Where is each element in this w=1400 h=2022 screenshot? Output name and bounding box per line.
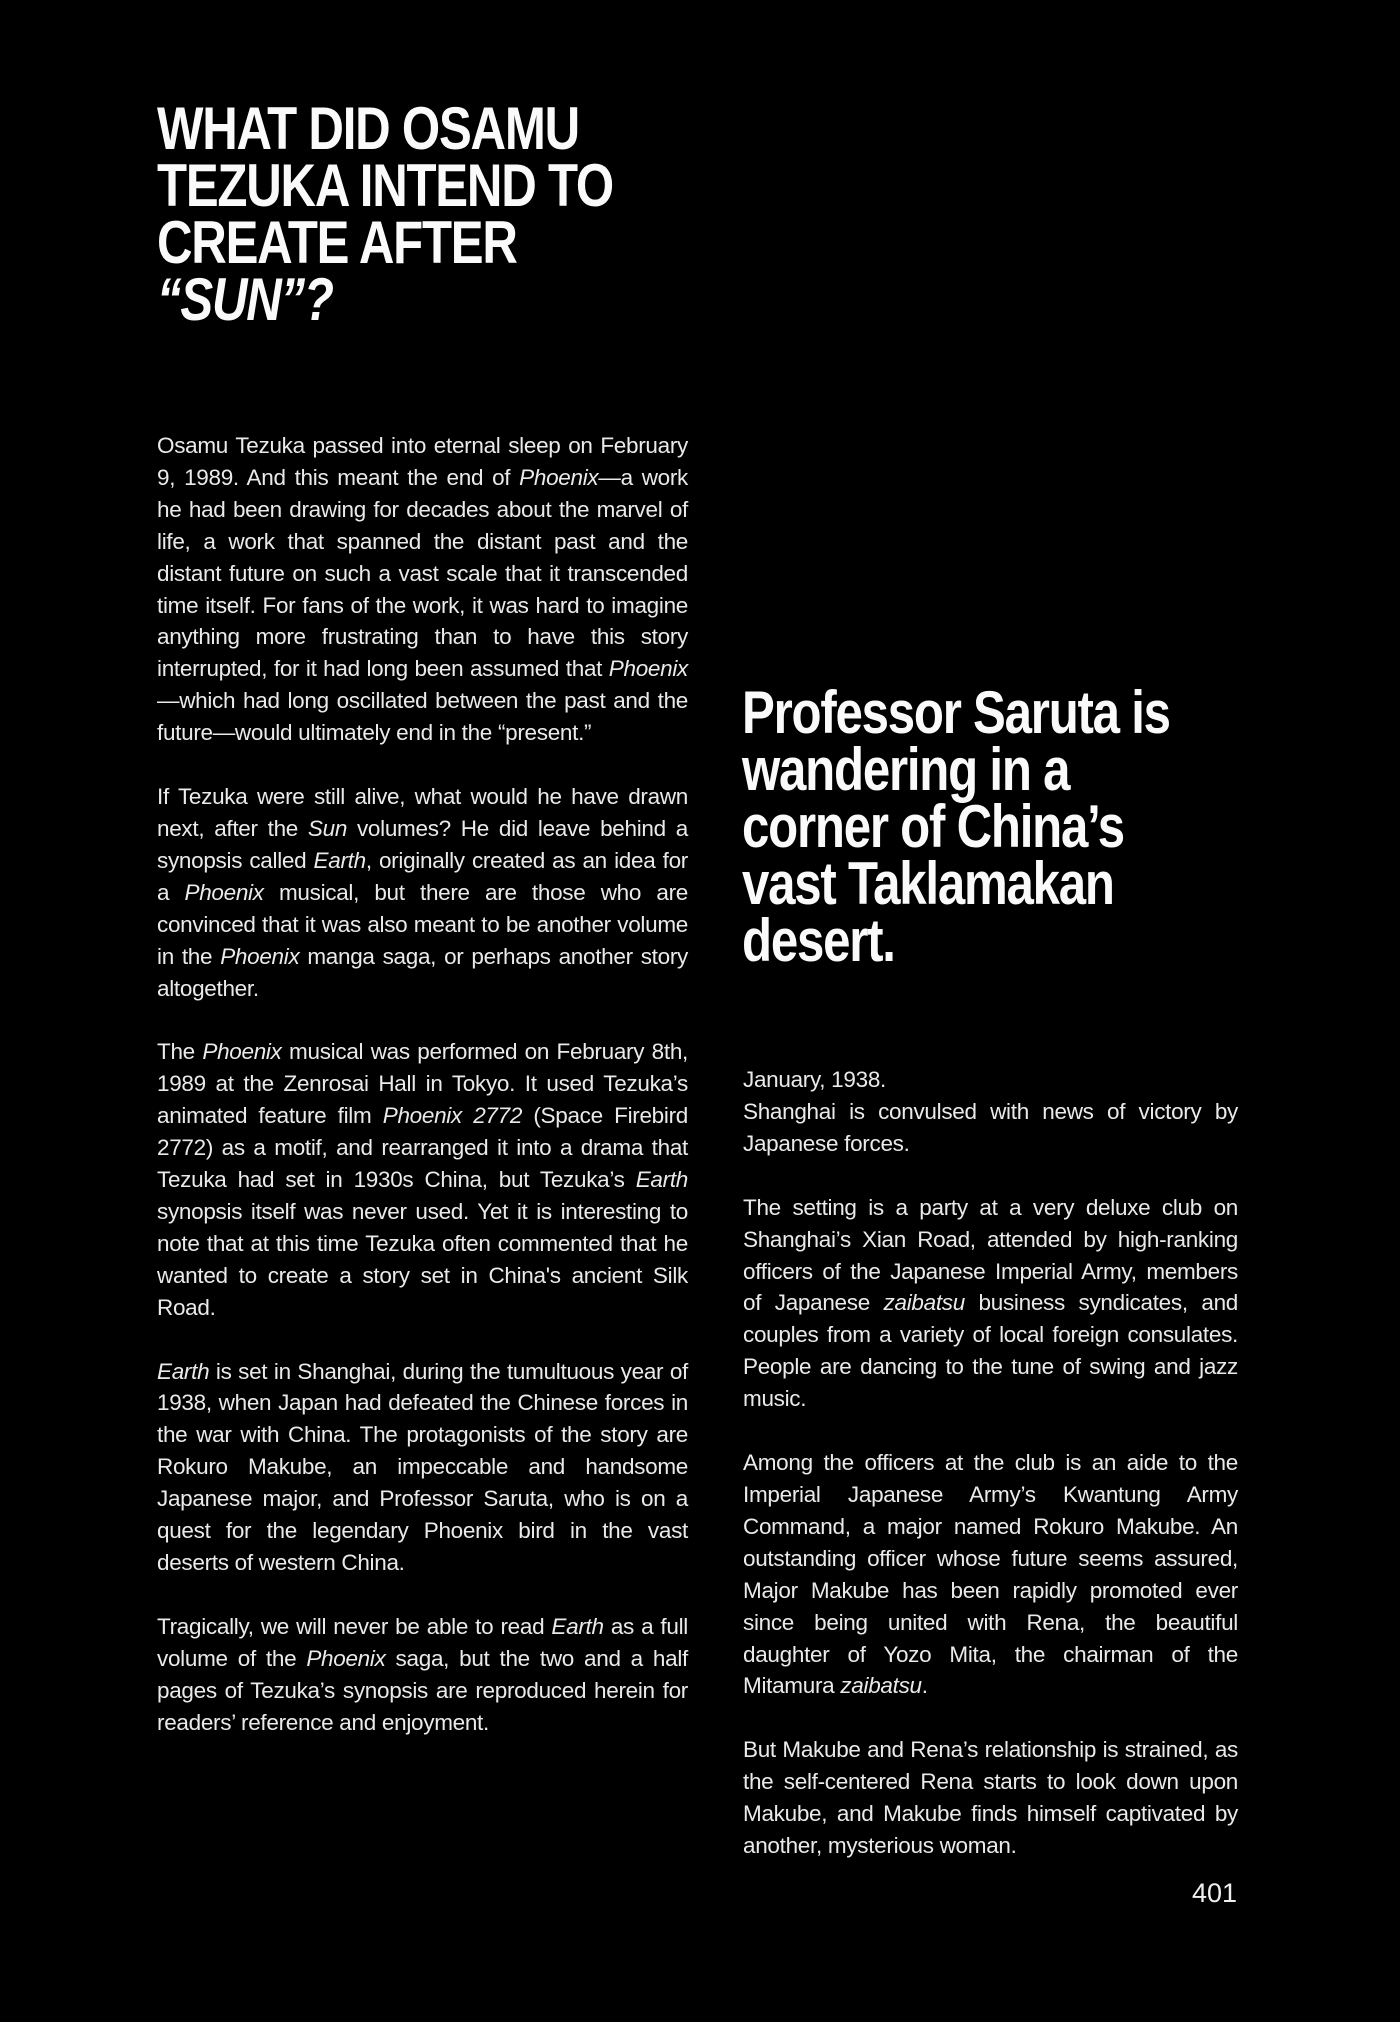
left-column-text bbox=[157, 430, 688, 1771]
paragraph: January, 1938. Shanghai is convulsed with news of victory by Japanese forces. bbox=[743, 1067, 1238, 1156]
paragraph: Earth is set in Shanghai, during the tumultuous year of 1938, when Japan had defeated the Chinese forces in the war with China. The protagonists of the story are Rokuro Makube, an impeccable and handsome Japanese major, and Professor Saruta, who is on a quest for the legendary Phoenix bird in the vast deserts of western China. bbox=[157, 1358, 688, 1575]
paragraph: Among the officers at the club is an aide to the Imperial Japanese Army’s Kwantung Army Command, a major named Rokuro Makube. An outstanding officer whose future seems assured, Major Makube has been rapidly promoted ever since being united with Rena, the beautiful daughter of Yozo Mita, the chairman of the Mitamura zaibatsu. bbox=[743, 1450, 1238, 1699]
paragraph: The setting is a party at a very deluxe club on Shanghai’s Xian Road, attended by high-ranking officers of the Japanese Imperial Army, members of Japanese zaibatsu business syndicates, and couples from a variety of local foreign consulates. People are dancing to the tune of swing and jazz music. bbox=[743, 1194, 1239, 1412]
heading-line: desert. bbox=[742, 907, 895, 974]
heading-line: “SUN”? bbox=[157, 266, 333, 333]
heading-line: wandering in a bbox=[742, 736, 1070, 803]
heading-line: WHAT DID OSAMU bbox=[157, 95, 579, 162]
page-title bbox=[157, 95, 713, 333]
heading-line: CREATE AFTER bbox=[157, 209, 517, 276]
heading-line: vast Taklamakan bbox=[742, 850, 1114, 917]
paragraph: Tragically, we will never be able to read Earth as a full volume of the Phoenix saga, but the two and a half pages of Tezuka’s synopsis are reproduced herein for readers’ reference and enjoyment. bbox=[157, 1613, 688, 1735]
page-number: 401 bbox=[1191, 1878, 1237, 1908]
heading-line: corner of China’s bbox=[742, 793, 1124, 860]
right-column-text bbox=[743, 1064, 1238, 1894]
paragraph: Osamu Tezuka passed into eternal sleep on February 9, 1989. And this meant the end of Phoenix—a work he had been drawing for decades about the marvel of life, a work that spanned the distant past and the distant future on such a vast scale that it transcended time itself. For fans of the work, it was hard to imagine anything more frustrating than to have this story interrupted, for it had long been assumed that Phoenix—which had long oscillated between the past and the future—would ultimately end in the “present.” bbox=[157, 433, 688, 746]
section-title bbox=[742, 679, 1264, 974]
paragraph: But Makube and Rena’s relationship is strained, as the self-centered Rena starts to look down upon Makube, and Makube finds himself captivated by another, mysterious woman. bbox=[743, 1737, 1238, 1859]
paragraph: The Phoenix musical was performed on February 8th, 1989 at the Zenrosai Hall in Tokyo. It used Tezuka’s animated feature film Phoenix 2772 (Space Firebird 2772) as a motif, and rearranged it into a drama that Tezuka had set in 1930s China, but Tezuka’s Earth synopsis itself was never used. Yet it is interesting to note that at this time Tezuka often commented that he wanted to create a story set in China's ancient Silk Road. bbox=[157, 1039, 688, 1320]
paragraph: If Tezuka were still alive, what would he have drawn next, after the Sun volumes? He did leave behind a synopsis called Earth, originally created as an idea for a Phoenix musical, but there are those who are convinced that it was also meant to be another volume in the Phoenix manga saga, or perhaps another story altogether. bbox=[157, 784, 688, 1001]
heading-line: Professor Saruta is bbox=[742, 679, 1170, 746]
heading-line: TEZUKA INTEND TO bbox=[157, 152, 613, 219]
